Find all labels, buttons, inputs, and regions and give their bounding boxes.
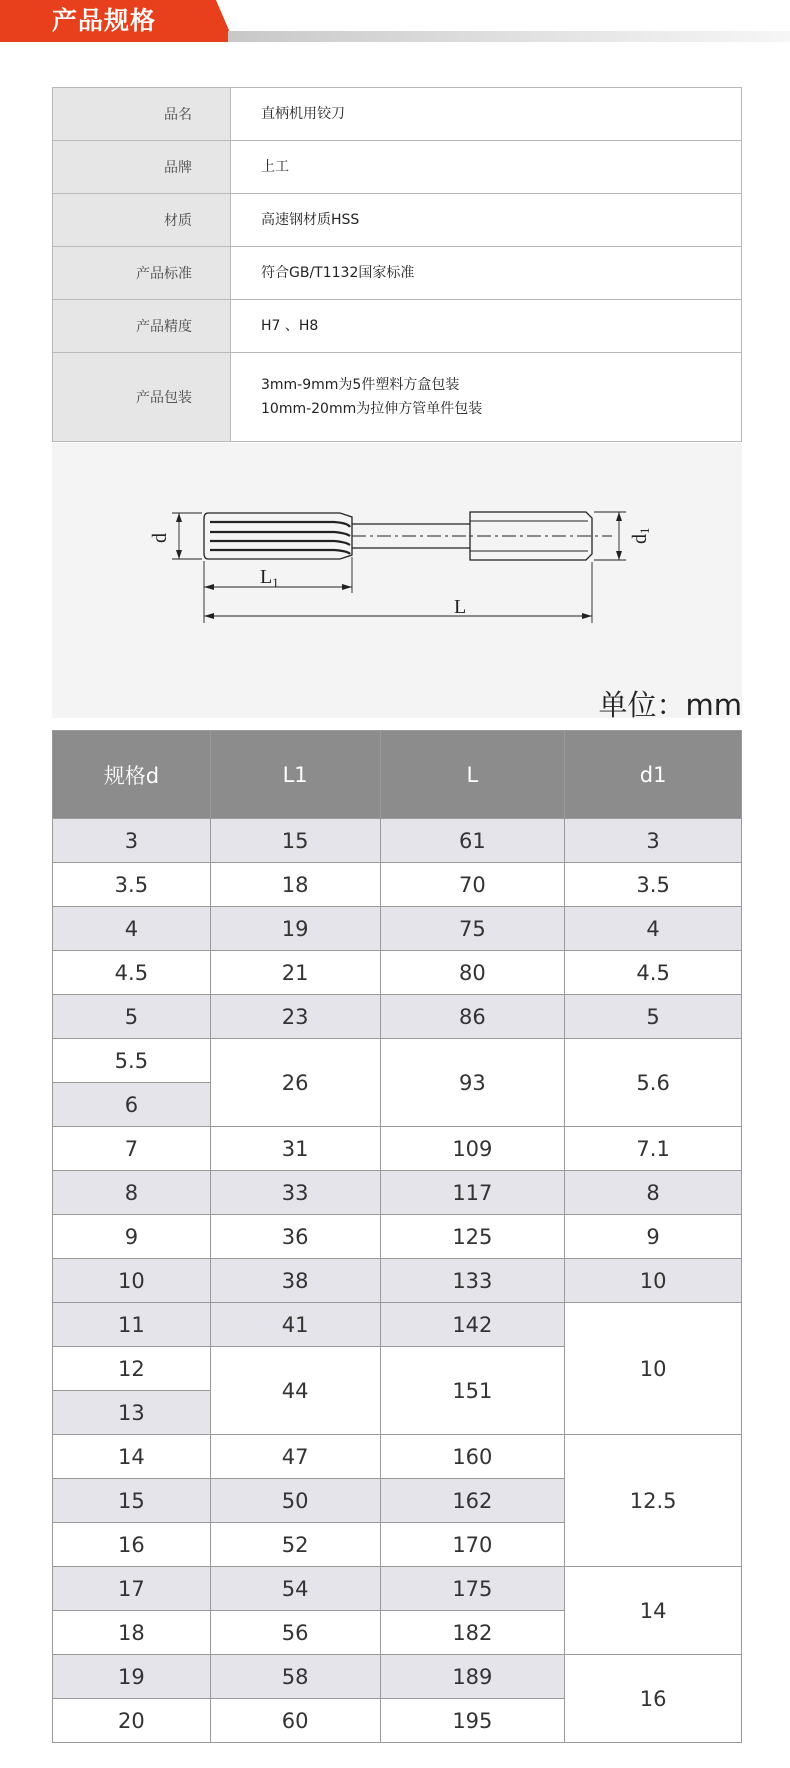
cell-L: 117 [380,1171,565,1215]
cell-d1: 3 [565,819,742,863]
header-grey-rule [228,31,790,42]
cell-L: 80 [380,951,565,995]
cell-L1: 50 [210,1479,380,1523]
cell-L1: 44 [210,1347,380,1435]
cell-L1: 41 [210,1303,380,1347]
info-row-brand [53,141,742,194]
flute-line [210,522,350,527]
info-label: 品名 [53,88,231,141]
cell-L1: 15 [210,819,380,863]
section-title: 产品规格 [52,6,157,35]
cell-d: 4 [53,907,211,951]
label-d1 [629,528,652,545]
section-header [0,0,790,42]
cell-d1: 16 [565,1655,742,1743]
cell-d: 13 [53,1391,211,1435]
cell-d1: 10 [565,1303,742,1435]
flute-line [210,550,350,554]
cell-L: 162 [380,1479,565,1523]
cell-L: 70 [380,863,565,907]
cell-L1: 52 [210,1523,380,1567]
spec-table [52,730,742,1743]
col-header-d: 规格d [53,731,211,819]
info-value [231,141,742,194]
reamer-drawing [52,443,742,718]
info-value-line: 10mm-20mm为拉伸方管单件包装 [261,401,483,417]
cell-L: 109 [380,1127,565,1171]
cell-L: 170 [380,1523,565,1567]
cell-L1: 31 [210,1127,380,1171]
table-row [53,1215,742,1259]
cell-d: 15 [53,1479,211,1523]
table-row [53,1127,742,1171]
table-row [53,1435,742,1479]
cell-d1: 3.5 [565,863,742,907]
dimension-extension [172,513,202,559]
cell-L1: 18 [210,863,380,907]
cell-d1: 9 [565,1215,742,1259]
reamer-cutting-part [204,513,352,559]
cell-d: 3 [53,819,211,863]
info-value-line: H7 、H8 [261,318,319,334]
product-info-table [52,87,742,442]
reamer-diagram [52,443,742,718]
cell-d: 16 [53,1523,211,1567]
cell-L1: 36 [210,1215,380,1259]
table-row [53,951,742,995]
cell-L1: 26 [210,1039,380,1127]
cell-d: 19 [53,1655,211,1699]
cell-d1: 5.6 [565,1039,742,1127]
cell-L1: 21 [210,951,380,995]
label-d1-main: d [629,534,651,544]
cell-d: 8 [53,1171,211,1215]
info-value-line: 符合GB/T1132国家标准 [261,265,415,281]
spec-header-row [53,731,742,819]
cell-L1: 33 [210,1171,380,1215]
cell-L1: 38 [210,1259,380,1303]
cell-d: 9 [53,1215,211,1259]
cell-L: 160 [380,1435,565,1479]
cell-L: 189 [380,1655,565,1699]
cell-L: 75 [380,907,565,951]
info-label: 产品包装 [53,353,231,442]
dimension-extension [204,557,352,623]
cell-L: 182 [380,1611,565,1655]
cell-d: 4.5 [53,951,211,995]
cell-d: 5 [53,995,211,1039]
cell-L1: 60 [210,1699,380,1743]
info-label: 材质 [53,194,231,247]
cell-d: 18 [53,1611,211,1655]
cell-d1: 5 [565,995,742,1039]
table-row [53,995,742,1039]
cell-L: 195 [380,1699,565,1743]
cell-L1: 23 [210,995,380,1039]
cell-d: 14 [53,1435,211,1479]
cell-L1: 56 [210,1611,380,1655]
table-row [53,819,742,863]
table-row [53,1171,742,1215]
table-row [53,1567,742,1611]
cell-d1: 4.5 [565,951,742,995]
table-row [53,863,742,907]
unit-label: 单位：mm [598,688,742,722]
table-row [53,1655,742,1699]
cell-d1: 12.5 [565,1435,742,1567]
label-L1 [260,566,279,590]
col-header-L1: L1 [210,731,380,819]
info-value-line: 上工 [261,159,289,175]
cell-L1: 54 [210,1567,380,1611]
cell-L: 142 [380,1303,565,1347]
cell-d: 10 [53,1259,211,1303]
info-label: 产品精度 [53,300,231,353]
cell-d: 20 [53,1699,211,1743]
info-row-packaging [53,353,742,442]
cell-d: 7 [53,1127,211,1171]
cell-d: 17 [53,1567,211,1611]
cell-L: 86 [380,995,565,1039]
info-value-line: 3mm-9mm为5件塑料方盒包装 [261,377,460,393]
cell-d: 11 [53,1303,211,1347]
table-row [53,1303,742,1347]
info-label: 产品标准 [53,247,231,300]
col-header-L: L [380,731,565,819]
label-L1-main: L [260,566,273,588]
cell-d: 6 [53,1083,211,1127]
cell-L: 133 [380,1259,565,1303]
info-value-line: 高速钢材质HSS [261,212,360,228]
info-row-material [53,194,742,247]
cell-L: 175 [380,1567,565,1611]
label-d: d [149,533,171,543]
cell-L: 61 [380,819,565,863]
cell-L: 151 [380,1347,565,1435]
label-L1-sub: 1 [272,575,279,590]
info-value [231,353,742,442]
cell-L: 93 [380,1039,565,1127]
col-header-d1: d1 [565,731,742,819]
info-value [231,247,742,300]
info-row-standard [53,247,742,300]
cell-d: 5.5 [53,1039,211,1083]
label-d1-sub: 1 [637,527,652,534]
info-row-precision [53,300,742,353]
cell-L1: 58 [210,1655,380,1699]
cell-d1: 14 [565,1567,742,1655]
table-row [53,1039,742,1083]
info-value [231,88,742,141]
info-row-name [53,88,742,141]
cell-d1: 8 [565,1171,742,1215]
cell-L: 125 [380,1215,565,1259]
flute-line [210,532,350,536]
info-label: 品牌 [53,141,231,194]
label-L: L [454,596,467,618]
cell-L1: 47 [210,1435,380,1479]
table-row [53,907,742,951]
cell-d: 12 [53,1347,211,1391]
flute-line [210,541,350,545]
info-value-line: 直柄机用铰刀 [261,106,345,122]
table-row [53,1259,742,1303]
cell-L1: 19 [210,907,380,951]
cell-d: 3.5 [53,863,211,907]
cell-d1: 7.1 [565,1127,742,1171]
info-value [231,194,742,247]
cell-d1: 4 [565,907,742,951]
info-value [231,300,742,353]
cell-d1: 10 [565,1259,742,1303]
